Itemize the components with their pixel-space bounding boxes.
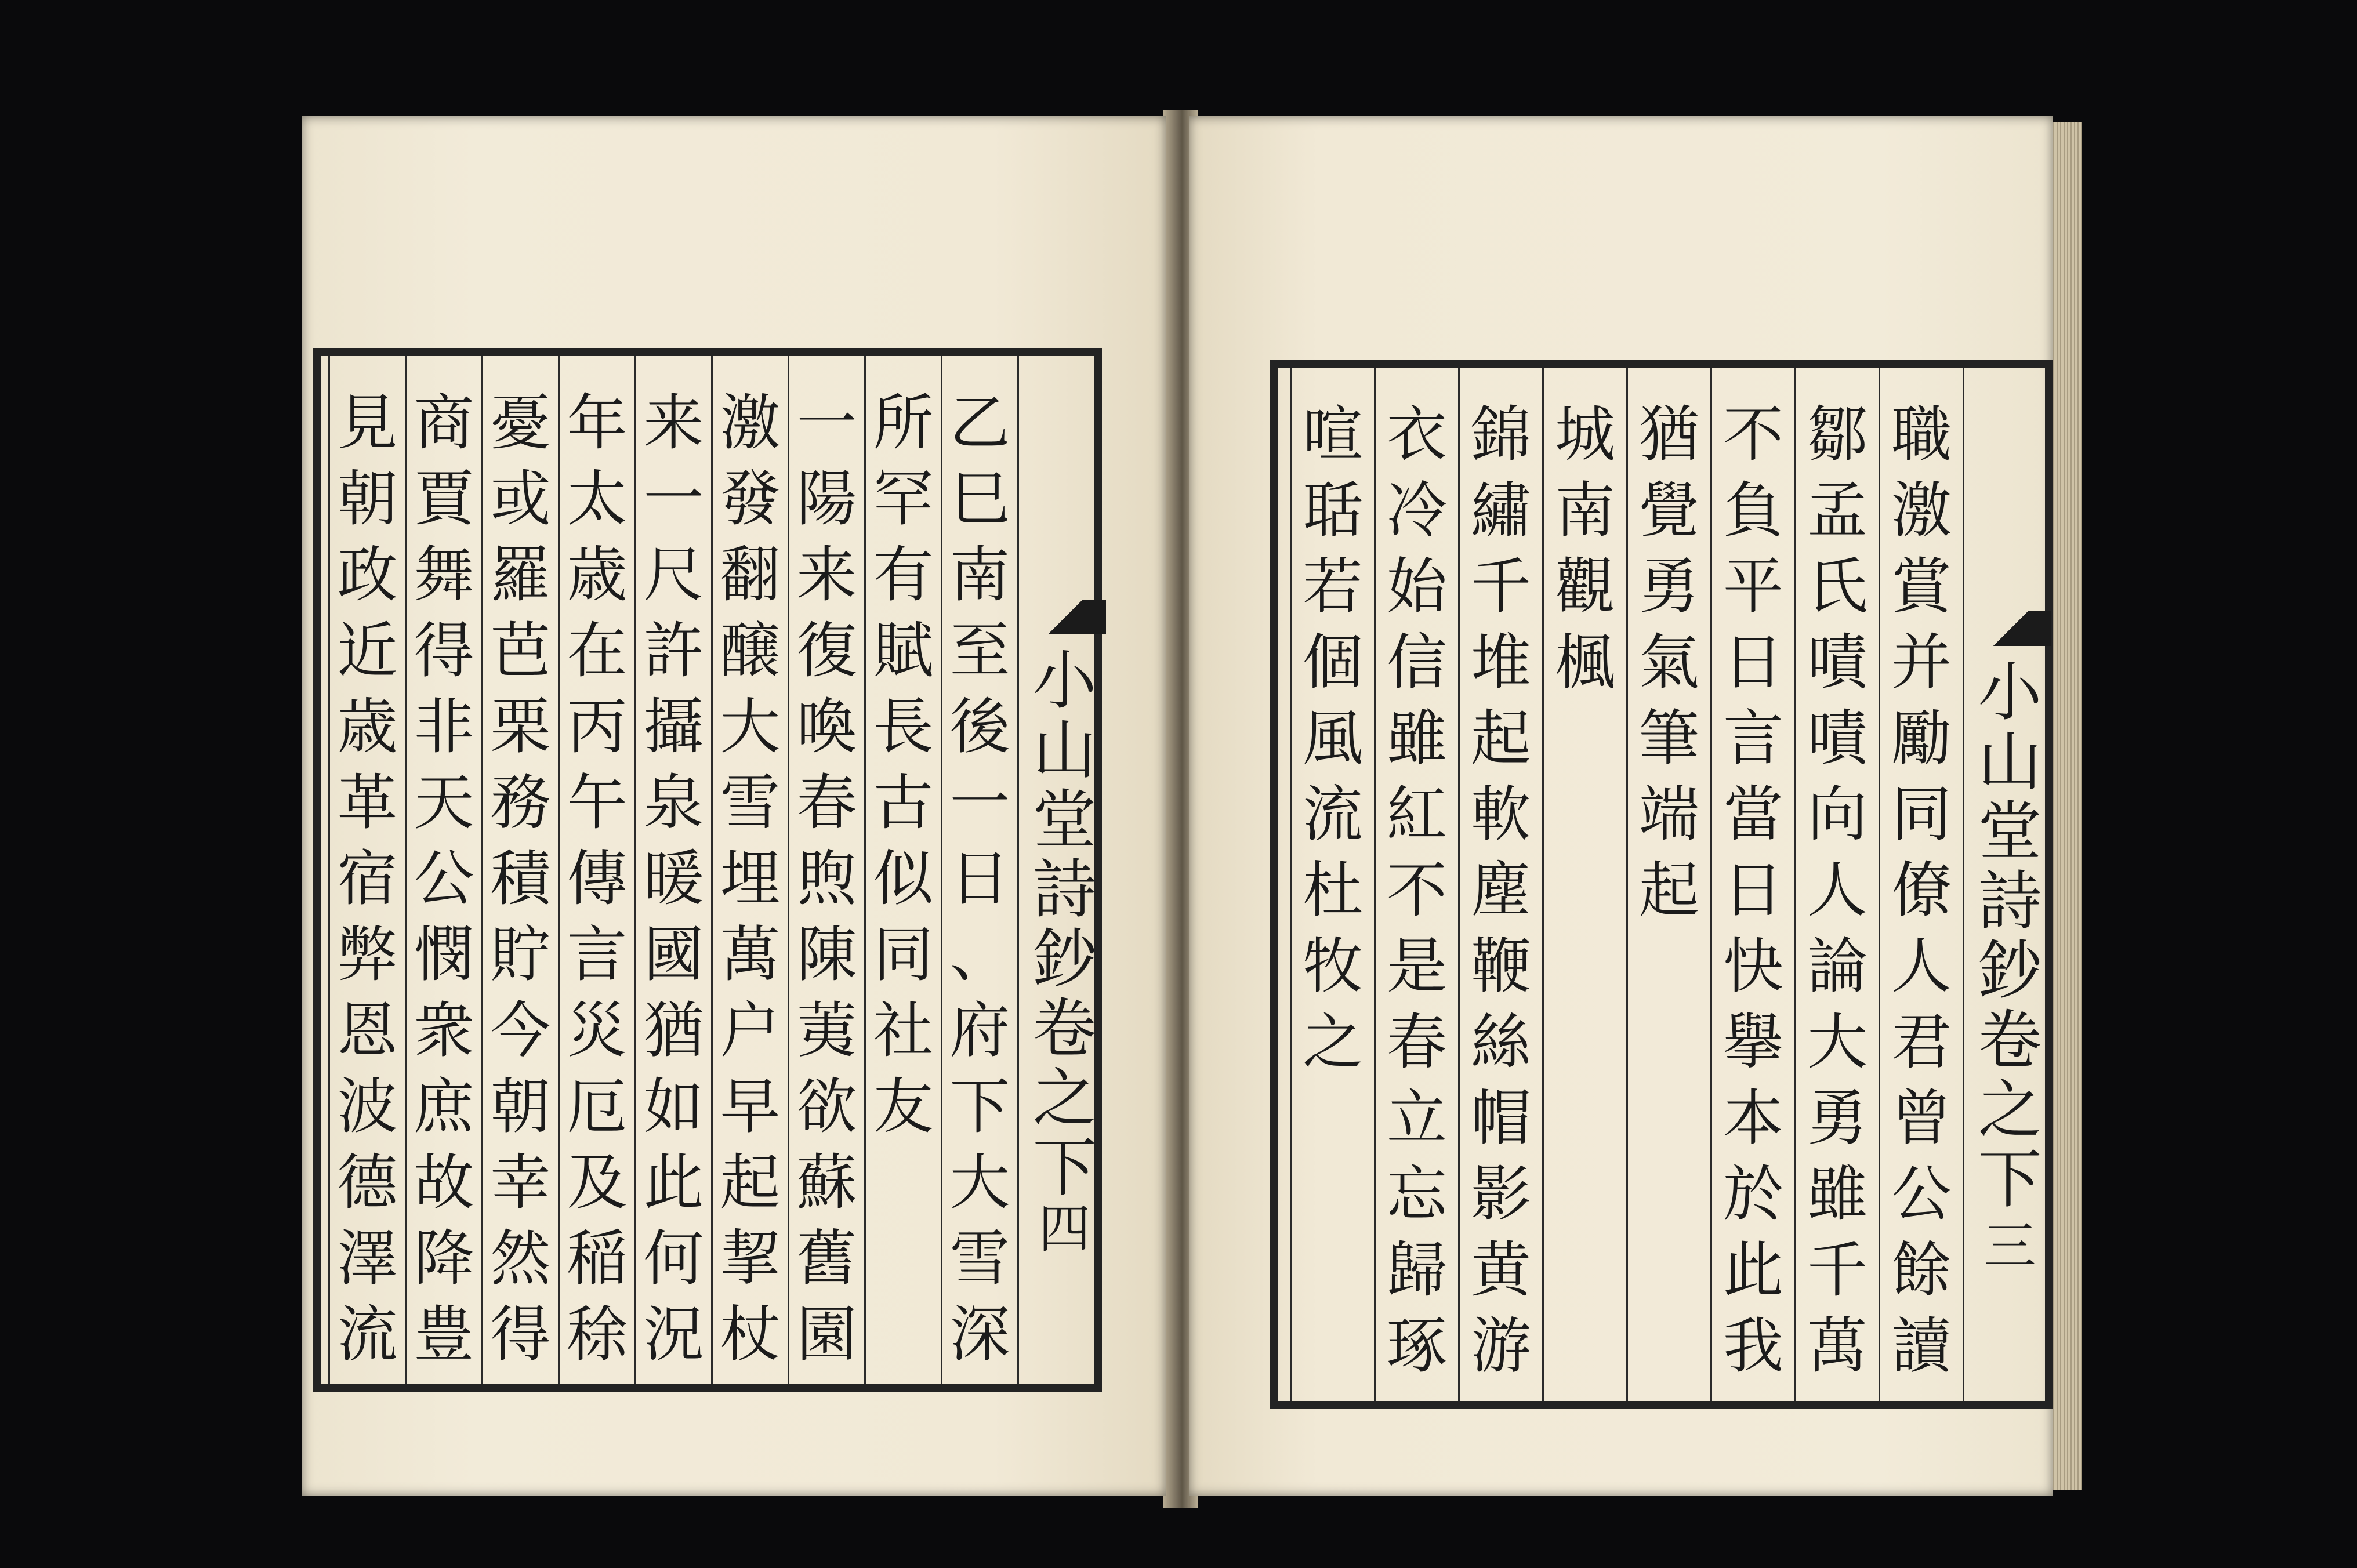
text-column — [1290, 368, 1374, 1401]
title-glyph: 小 — [1978, 655, 2042, 729]
glyph: 城 — [1554, 399, 1615, 470]
glyph: 人 — [1891, 931, 1952, 1001]
glyph: 許 — [643, 615, 704, 686]
title-glyph: 詩 — [1032, 852, 1097, 927]
glyph: 翻 — [720, 539, 781, 610]
title-glyph: 卷 — [1978, 1003, 2042, 1077]
glyph: 、 — [949, 919, 1010, 990]
glyph: 一 — [796, 387, 857, 458]
glyph: 荑 — [796, 995, 857, 1066]
glyph: 游 — [1470, 1311, 1531, 1381]
glyph: 厄 — [567, 1071, 628, 1142]
glyph: 見 — [337, 387, 398, 458]
glyph: 衆 — [414, 995, 474, 1066]
glyph: 言 — [1723, 703, 1783, 774]
glyph: 大 — [720, 691, 781, 762]
title-glyph: 堂 — [1032, 783, 1097, 857]
glyph: 舞 — [414, 539, 474, 610]
glyph: 朝 — [337, 463, 398, 534]
glyph: 務 — [490, 767, 551, 838]
right-text-frame — [1270, 360, 2053, 1409]
glyph: 賈 — [414, 463, 474, 534]
title-glyph: 山 — [1032, 713, 1097, 787]
glyph: 後 — [949, 691, 1010, 762]
glyph: 何 — [643, 1223, 704, 1294]
glyph: 丙 — [567, 691, 628, 762]
glyph: 勵 — [1891, 703, 1952, 774]
text-column — [941, 356, 1017, 1384]
glyph: 信 — [1386, 627, 1447, 698]
glyph: 欲 — [796, 1071, 857, 1142]
title-glyph: 山 — [1978, 725, 2042, 799]
book-title-left — [1019, 646, 1110, 1203]
glyph: 至 — [949, 615, 1010, 686]
glyph: 琢 — [1386, 1311, 1447, 1381]
glyph: 本 — [1723, 1083, 1783, 1153]
glyph: 有 — [873, 539, 934, 610]
glyph: 此 — [1723, 1235, 1783, 1305]
glyph: 帽 — [1470, 1083, 1531, 1153]
glyph: 来 — [796, 539, 857, 610]
left-text-frame — [313, 348, 1102, 1392]
glyph: 餘 — [1891, 1235, 1952, 1305]
glyph: 尺 — [643, 539, 704, 610]
glyph: 大 — [949, 1147, 1010, 1218]
text-column — [328, 356, 405, 1384]
glyph: 波 — [337, 1071, 398, 1142]
book-title-right — [1964, 655, 2055, 1217]
glyph: 恩 — [337, 995, 398, 1066]
glyph: 政 — [337, 539, 398, 610]
glyph: 醸 — [720, 615, 781, 686]
right-page — [1189, 116, 2053, 1496]
text-column — [864, 356, 941, 1384]
glyph: 鞭 — [1470, 931, 1531, 1001]
glyph: 我 — [1723, 1311, 1783, 1381]
glyph: 栗 — [490, 691, 551, 762]
glyph: 此 — [643, 1147, 704, 1218]
text-column — [788, 356, 864, 1384]
glyph: 深 — [949, 1299, 1010, 1370]
glyph: 軟 — [1470, 779, 1531, 850]
glyph: 起 — [720, 1147, 781, 1218]
glyph: 傳 — [567, 843, 628, 914]
glyph: 發 — [720, 463, 781, 534]
text-column — [405, 356, 481, 1384]
glyph: 不 — [1723, 399, 1783, 470]
glyph: 一 — [949, 767, 1010, 838]
glyph: 個 — [1302, 627, 1363, 698]
glyph: 并 — [1891, 627, 1952, 698]
glyph: 勇 — [1807, 1083, 1868, 1153]
glyph: 不 — [1386, 855, 1447, 925]
glyph: 向 — [1807, 779, 1868, 850]
glyph: 風 — [1302, 703, 1363, 774]
glyph: 陽 — [796, 463, 857, 534]
glyph: 或 — [490, 463, 551, 534]
glyph: 嘖 — [1807, 703, 1868, 774]
glyph: 立 — [1386, 1083, 1447, 1153]
title-glyph: 之 — [1978, 1073, 2042, 1147]
right-folio: 三 — [1983, 1216, 2036, 1277]
glyph: 衣 — [1386, 399, 1447, 470]
glyph: 積 — [490, 843, 551, 914]
glyph: 非 — [414, 691, 474, 762]
glyph: 園 — [796, 1299, 857, 1370]
glyph: 憂 — [490, 387, 551, 458]
glyph: 雖 — [1386, 703, 1447, 774]
glyph: 氣 — [1638, 627, 1699, 698]
title-glyph: 鈔 — [1032, 922, 1097, 996]
glyph: 錦 — [1470, 399, 1531, 470]
glyph: 起 — [1638, 855, 1699, 925]
glyph: 降 — [414, 1223, 474, 1294]
text-column — [1458, 368, 1542, 1401]
glyph: 流 — [1302, 779, 1363, 850]
glyph: 罕 — [873, 463, 934, 534]
glyph: 朝 — [490, 1071, 551, 1142]
glyph: 猶 — [643, 995, 704, 1066]
glyph: 早 — [720, 1071, 781, 1142]
glyph: 舊 — [796, 1223, 857, 1294]
glyph: 庶 — [414, 1071, 474, 1142]
glyph: 然 — [490, 1223, 551, 1294]
glyph: 萬 — [1807, 1311, 1868, 1381]
glyph: 是 — [1386, 931, 1447, 1001]
glyph: 聒 — [1302, 475, 1363, 546]
left-page-fishtail — [1017, 356, 1110, 1384]
glyph: 言 — [567, 919, 628, 990]
glyph: 影 — [1470, 1159, 1531, 1229]
glyph: 紅 — [1386, 779, 1447, 850]
glyph: 擧 — [1723, 1007, 1783, 1077]
glyph: 僚 — [1891, 855, 1952, 925]
glyph: 觀 — [1554, 551, 1615, 622]
glyph: 稲 — [567, 1223, 628, 1294]
glyph: 春 — [796, 767, 857, 838]
glyph: 及 — [567, 1147, 628, 1218]
glyph: 激 — [1891, 475, 1952, 546]
fishtail-mark — [1025, 600, 1106, 634]
glyph: 日 — [1723, 855, 1783, 925]
glyph: 當 — [1723, 779, 1783, 850]
glyph: 氏 — [1807, 551, 1868, 622]
glyph: 府 — [949, 995, 1010, 1066]
glyph: 端 — [1638, 779, 1699, 850]
glyph: 一 — [643, 463, 704, 534]
glyph: 孟 — [1807, 475, 1868, 546]
glyph: 讀 — [1891, 1311, 1952, 1381]
glyph: 古 — [873, 767, 934, 838]
glyph: 喧 — [1302, 399, 1363, 470]
glyph: 天 — [414, 767, 474, 838]
glyph: 泉 — [643, 767, 704, 838]
glyph: 牧 — [1302, 931, 1363, 1001]
glyph: 太 — [567, 463, 628, 534]
glyph: 社 — [873, 995, 934, 1066]
glyph: 如 — [643, 1071, 704, 1142]
glyph: 嘖 — [1807, 627, 1868, 698]
left-page — [302, 116, 1166, 1496]
glyph: 杜 — [1302, 855, 1363, 925]
glyph: 下 — [949, 1071, 1010, 1142]
glyph: 似 — [873, 843, 934, 914]
glyph: 豊 — [414, 1299, 474, 1370]
glyph: 歸 — [1386, 1235, 1447, 1305]
glyph: 公 — [414, 843, 474, 914]
glyph: 日 — [949, 843, 1010, 914]
glyph: 絲 — [1470, 1007, 1531, 1077]
glyph: 商 — [414, 387, 474, 458]
glyph: 君 — [1891, 1007, 1952, 1077]
glyph: 埋 — [720, 843, 781, 914]
glyph: 得 — [414, 615, 474, 686]
glyph: 曾 — [1891, 1083, 1952, 1153]
glyph: 論 — [1807, 931, 1868, 1001]
glyph: 芭 — [490, 615, 551, 686]
glyph: 宿 — [337, 843, 398, 914]
title-glyph: 堂 — [1978, 794, 2042, 869]
glyph: 楓 — [1554, 627, 1615, 698]
glyph: 南 — [949, 539, 1010, 610]
title-glyph: 鈔 — [1978, 934, 2042, 1008]
glyph: 塵 — [1470, 855, 1531, 925]
glyph: 負 — [1723, 475, 1783, 546]
text-column — [1374, 368, 1458, 1401]
glyph: 幸 — [490, 1147, 551, 1218]
glyph: 年 — [567, 387, 628, 458]
glyph: 筆 — [1638, 703, 1699, 774]
glyph: 勇 — [1638, 551, 1699, 622]
title-glyph: 下 — [1032, 1131, 1097, 1205]
glyph: 若 — [1302, 551, 1363, 622]
text-column — [1710, 368, 1794, 1401]
glyph: 陳 — [796, 919, 857, 990]
fishtail-mark — [1970, 611, 2051, 646]
glyph: 羅 — [490, 539, 551, 610]
glyph: 德 — [337, 1147, 398, 1218]
glyph: 職 — [1891, 399, 1952, 470]
glyph: 人 — [1807, 855, 1868, 925]
glyph: 快 — [1723, 931, 1783, 1001]
glyph: 所 — [873, 387, 934, 458]
glyph: 黄 — [1470, 1235, 1531, 1305]
glyph: 歳 — [337, 691, 398, 762]
glyph: 冷 — [1386, 475, 1447, 546]
text-column — [1794, 368, 1879, 1401]
glyph: 國 — [643, 919, 704, 990]
glyph: 雪 — [949, 1223, 1010, 1294]
glyph: 流 — [337, 1299, 398, 1370]
glyph: 平 — [1723, 551, 1783, 622]
glyph: 暖 — [643, 843, 704, 914]
open-book — [284, 99, 2094, 1525]
glyph: 煦 — [796, 843, 857, 914]
glyph: 萬 — [720, 919, 781, 990]
glyph: 之 — [1302, 1007, 1363, 1077]
glyph: 始 — [1386, 551, 1447, 622]
glyph: 貯 — [490, 919, 551, 990]
text-column — [558, 356, 634, 1384]
glyph: 歳 — [567, 539, 628, 610]
glyph: 蘇 — [796, 1147, 857, 1218]
glyph: 乙 — [949, 387, 1010, 458]
glyph: 長 — [873, 691, 934, 762]
left-folio: 四 — [1038, 1199, 1091, 1260]
title-glyph: 詩 — [1978, 864, 2042, 938]
glyph: 近 — [337, 615, 398, 686]
glyph: 忘 — [1386, 1159, 1447, 1229]
glyph: 在 — [567, 615, 628, 686]
glyph: 同 — [1891, 779, 1952, 850]
glyph: 午 — [567, 767, 628, 838]
glyph: 大 — [1807, 1007, 1868, 1077]
text-column — [711, 356, 788, 1384]
glyph: 堆 — [1470, 627, 1531, 698]
title-glyph: 卷 — [1032, 992, 1097, 1066]
title-glyph: 小 — [1032, 644, 1097, 718]
glyph: 繡 — [1470, 475, 1531, 546]
glyph: 稌 — [567, 1299, 628, 1370]
right-page-fishtail — [1963, 368, 2055, 1401]
glyph: 春 — [1386, 1007, 1447, 1077]
glyph: 覺 — [1638, 475, 1699, 546]
title-glyph: 下 — [1978, 1142, 2042, 1217]
glyph: 巳 — [949, 463, 1010, 534]
glyph: 雪 — [720, 767, 781, 838]
glyph: 憫 — [414, 919, 474, 990]
glyph: 攝 — [643, 691, 704, 762]
glyph: 故 — [414, 1147, 474, 1218]
text-column — [1626, 368, 1710, 1401]
glyph: 雖 — [1807, 1159, 1868, 1229]
glyph: 猶 — [1638, 399, 1699, 470]
glyph: 得 — [490, 1299, 551, 1370]
text-column — [1542, 368, 1626, 1401]
glyph: 喚 — [796, 691, 857, 762]
glyph: 来 — [643, 387, 704, 458]
glyph: 友 — [873, 1071, 934, 1142]
glyph: 千 — [1807, 1235, 1868, 1305]
glyph: 户 — [720, 995, 781, 1066]
glyph: 於 — [1723, 1159, 1783, 1229]
glyph: 鄒 — [1807, 399, 1868, 470]
glyph: 起 — [1470, 703, 1531, 774]
text-column — [481, 356, 558, 1384]
glyph: 災 — [567, 995, 628, 1066]
glyph: 杖 — [720, 1299, 781, 1370]
title-glyph: 之 — [1032, 1061, 1097, 1135]
glyph: 南 — [1554, 475, 1615, 546]
glyph: 同 — [873, 919, 934, 990]
glyph: 日 — [1723, 627, 1783, 698]
glyph: 激 — [720, 387, 781, 458]
text-column — [634, 356, 711, 1384]
glyph: 挈 — [720, 1223, 781, 1294]
glyph: 革 — [337, 767, 398, 838]
glyph: 今 — [490, 995, 551, 1066]
glyph: 弊 — [337, 919, 398, 990]
glyph: 賞 — [1891, 551, 1952, 622]
glyph: 況 — [643, 1299, 704, 1370]
text-column — [1879, 368, 1963, 1401]
glyph: 公 — [1891, 1159, 1952, 1229]
glyph: 千 — [1470, 551, 1531, 622]
glyph: 復 — [796, 615, 857, 686]
glyph: 賦 — [873, 615, 934, 686]
glyph: 澤 — [337, 1223, 398, 1294]
